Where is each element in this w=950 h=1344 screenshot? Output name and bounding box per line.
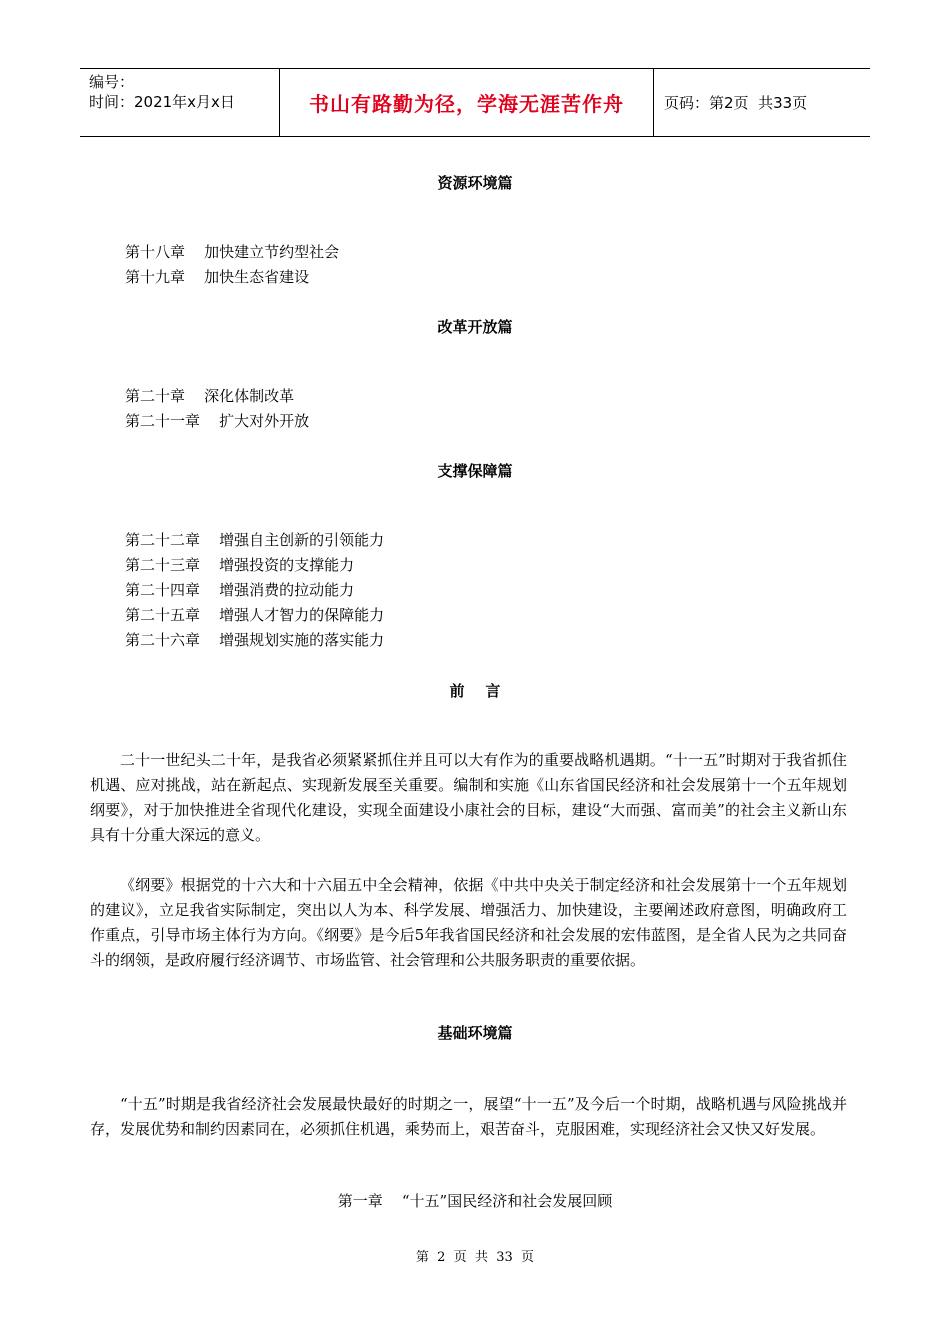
toc-item: 第二十一章 扩大对外开放 bbox=[125, 412, 310, 430]
header-page-info bbox=[654, 69, 870, 136]
toc-resources bbox=[125, 240, 339, 290]
section-title-basics: 基础环境篇 bbox=[437, 1024, 513, 1042]
toc-reform bbox=[125, 384, 309, 434]
section-title-resources: 资源环境篇 bbox=[437, 174, 513, 192]
page-header bbox=[80, 68, 870, 137]
toc-item: 第二十五章 增强人才智力的保障能力 bbox=[125, 606, 385, 624]
section-title-preface: 前 言 bbox=[449, 682, 501, 700]
header-number: 编号： bbox=[89, 73, 135, 91]
header-meta bbox=[80, 69, 280, 136]
toc-item: 第二十三章 增强投资的支撑能力 bbox=[125, 556, 355, 574]
toc-item: 第二十四章 增强消费的拉动能力 bbox=[125, 581, 355, 599]
preface-paragraph-2: 《纲要》根据党的十六大和十六届五中全会精神，依据《中共中央关于制定经济和社会发展第十一个五年规划的建议》，立足我省实际制定，突出以人为本、科学发展、增强活力、加快建设，主要阐述政府意图，明确政府工作重点，引导市场主体行为方向。《纲要》是今后5年我省国民经济和社会发展的宏伟蓝图，是全省人民为之共同奋斗的纲领，是政府履行经济调节、市场监管、社会管理和公共服务职责的重要依据。 bbox=[90, 876, 847, 969]
page-footer: 第 2 页 共 33 页 bbox=[415, 1250, 535, 1265]
section-title-support: 支撑保障篇 bbox=[437, 462, 513, 480]
basics-paragraph-1: “十五”时期是我省经济社会发展最快最好的时期之一，展望“十一五”及今后一个时期，战略机遇与风险挑战并存，发展优势和制约因素同在，必须抓住机遇，乘势而上，艰苦奋斗，克服困难，实现经济社会又快又好发展。 bbox=[90, 1095, 847, 1138]
chapter-heading: 第一章 “十五”国民经济和社会发展回顾 bbox=[337, 1192, 613, 1210]
toc-item: 第二十二章 增强自主创新的引领能力 bbox=[125, 531, 385, 549]
preface-paragraph-1: 二十一世纪头二十年，是我省必须紧紧抓住并且可以大有作为的重要战略机遇期。“十一五”时期对于我省抓住机遇、应对挑战，站在新起点、实现新发展至关重要。编制和实施《山东省国民经济和社会发展第十一个五年规划纲要》，对于加快推进全省现代化建设，实现全面建设小康社会的目标，建设“大而强、富而美”的社会主义新山东具有十分重大深远的意义。 bbox=[90, 751, 847, 844]
toc-item: 第十八章 加快建立节约型社会 bbox=[125, 243, 340, 261]
section-title-reform: 改革开放篇 bbox=[437, 318, 513, 336]
toc-item: 第二十六章 增强规划实施的落实能力 bbox=[125, 631, 385, 649]
header-page-text: 页码：第2页 共33页 bbox=[664, 94, 808, 112]
header-date: 时间：2021年x月x日 bbox=[89, 93, 235, 111]
toc-support bbox=[125, 528, 384, 653]
toc-item: 第二十章 深化体制改革 bbox=[125, 387, 295, 405]
header-motto: 书山有路勤为径，学海无涯苦作舟 bbox=[280, 69, 654, 136]
toc-item: 第十九章 加快生态省建设 bbox=[125, 268, 310, 286]
